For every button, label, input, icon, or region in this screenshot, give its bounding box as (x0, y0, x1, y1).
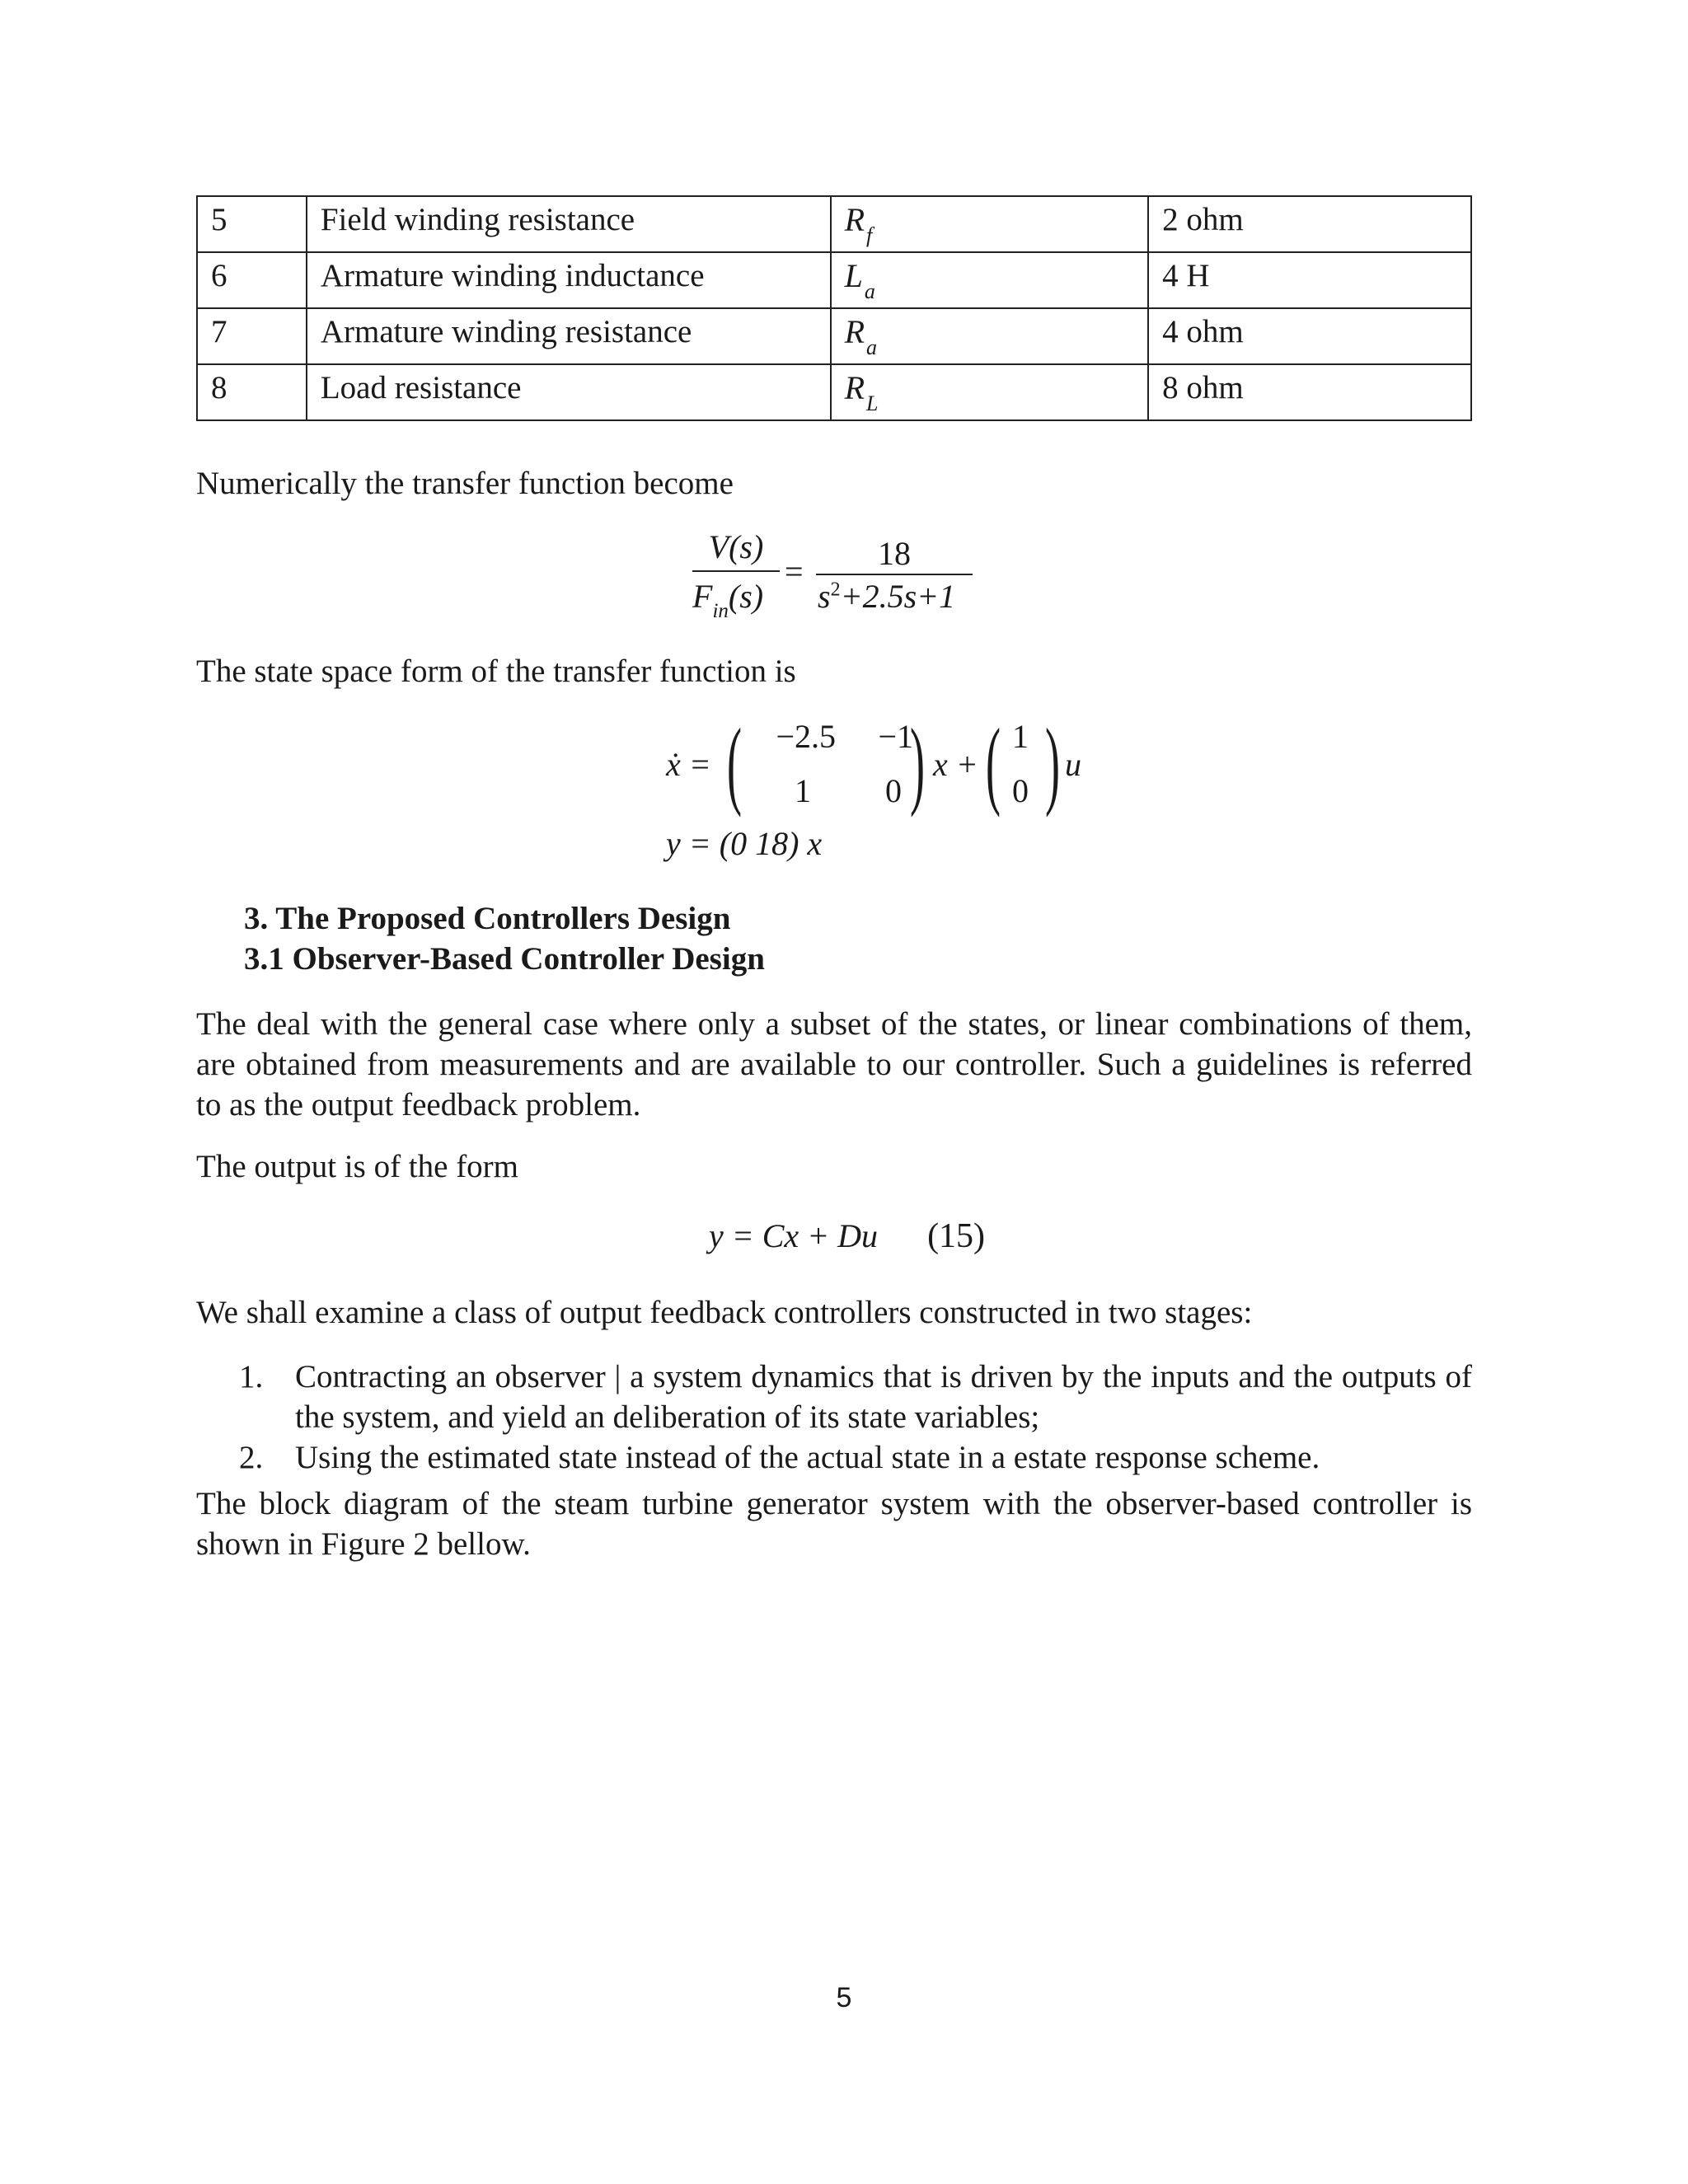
left-paren: ( (727, 708, 742, 818)
parameter-symbol: $R_f$ (831, 196, 1149, 252)
numbered-list (239, 1357, 1472, 1478)
parameter-symbol: $L_a$ (831, 252, 1149, 308)
tf-numerator-left: V(s) (708, 528, 764, 565)
u-term: u (1065, 746, 1081, 783)
list-number: 1. (239, 1359, 264, 1394)
paragraph: The block diagram of the steam turbine generator system with the observer-based controller is shown in Figure 2 bellow. (196, 1486, 1472, 1562)
parameter-description: Armature winding resistance (307, 308, 831, 364)
subsection-heading: 3.1 Observer-Based Controller Design (244, 941, 765, 977)
tf-denominator-right: $s^2+2.5s+1$ (818, 578, 956, 615)
list-number: 2. (239, 1440, 264, 1475)
row-number: 5 (197, 196, 307, 252)
list-text: Contracting an observer | a system dynamics that is driven by the inputs and the outputs of the system, and yield an deliberation of its state variables; (295, 1359, 1472, 1435)
matrix-a12: −1 (878, 718, 913, 755)
matrix-a21: 1 (795, 772, 811, 809)
left-paren: ( (986, 708, 1001, 818)
parameter-description: Field winding resistance (307, 196, 831, 252)
paragraph: The output is of the form (196, 1149, 519, 1184)
parameter-table (196, 195, 1472, 421)
table-row (197, 308, 1471, 364)
output-equation: y = (0 18) x (666, 825, 823, 862)
xdot-label: ẋ = (666, 746, 711, 783)
output-equation-15 (709, 1216, 985, 1256)
table-row (197, 364, 1471, 420)
vector-b1: 1 (1012, 718, 1029, 755)
parameter-value: 8 ohm (1148, 364, 1471, 420)
section-heading: 3. The Proposed Controllers Design (244, 901, 731, 936)
parameter-value: 2 ohm (1148, 196, 1471, 252)
page-number: 5 (836, 1982, 852, 2013)
equation-body: y = Cx + Du (709, 1217, 879, 1254)
list-text: Using the estimated state instead of the actual state in a estate response scheme. (295, 1440, 1320, 1475)
paragraph: The deal with the general case where only a subset of the states, or linear combinations of them, are obtained from measurements and are available to our controller. Such a guidelines is referred to as the output feedback problem. (196, 1006, 1472, 1122)
parameter-value: 4 ohm (1148, 308, 1471, 364)
row-number: 7 (197, 308, 307, 364)
parameter-symbol: $R_L$ (831, 364, 1149, 420)
x-plus-term: x + (933, 746, 978, 783)
state-space-intro: The state space form of the transfer function is (196, 654, 796, 689)
tf-denominator-left: $F_{in}(s)$ (692, 578, 764, 622)
table-row (197, 252, 1471, 308)
matrix-a22: 0 (885, 772, 902, 809)
tf-numerator-right: 18 (878, 535, 911, 572)
transfer-function-intro: Numerically the transfer function become (196, 466, 734, 501)
right-paren: ) (1045, 708, 1060, 818)
fraction-bar (816, 574, 973, 575)
table-row (197, 196, 1471, 252)
row-number: 8 (197, 364, 307, 420)
list-item (239, 1437, 1472, 1478)
parameter-description: Load resistance (307, 364, 831, 420)
fraction-bar (692, 570, 780, 572)
paragraph: We shall examine a class of output feedback controllers constructed in two stages: (196, 1295, 1253, 1330)
right-paren: ) (910, 708, 925, 818)
parameter-symbol: $R_a$ (831, 308, 1149, 364)
list-item (239, 1357, 1472, 1437)
vector-b2: 0 (1012, 772, 1029, 809)
parameter-value: 4 H (1148, 252, 1471, 308)
equation-label: (15) (927, 1217, 986, 1255)
matrix-a11: −2.5 (776, 718, 836, 755)
parameter-description: Armature winding inductance (307, 252, 831, 308)
equals-sign: = (785, 553, 804, 590)
row-number: 6 (197, 252, 307, 308)
